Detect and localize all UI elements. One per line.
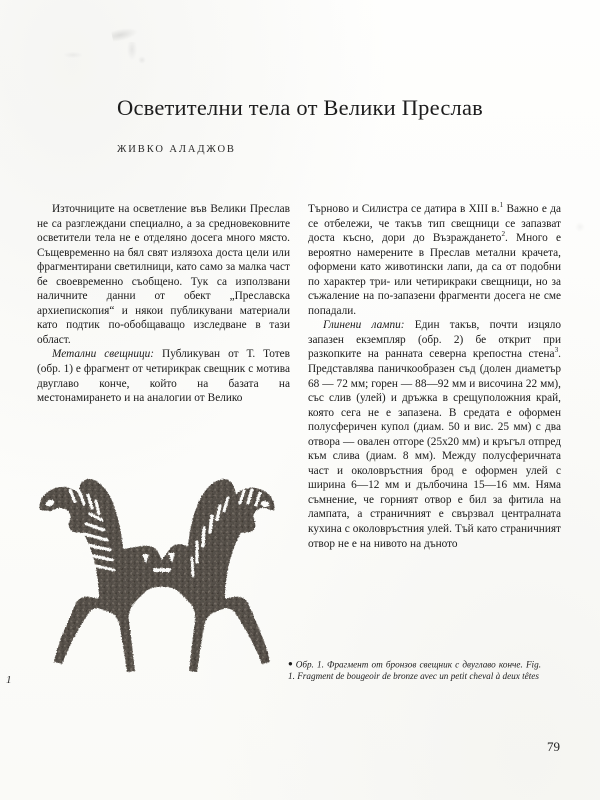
article-author: ЖИВКО АЛАДЖОВ [117,143,236,155]
figure-two-headed-horse-image [22,446,284,678]
paragraph-text-b: . Представлява паничкообразен съд (долен диаметър 68 — 72 мм; горен — 88—92 мм и височина 22 мм), със слив (улей) и дръжка в срещуположния край, която сега не е запазена. В средата е оформен полусферичен купол (диам. 50 и вис. 25 мм) с два отвора — овален отгоре (25x20 мм) и кръгъл отпред към слива (диам. 8 мм). Между полусферичната част и околовръстния брод е оформен улей с ширина 6—12 мм и дълбочина 15—16 мм. Няма съмнение, че горният отвор е бил за фитила на лампата, а страничният е свързвал централната кухина с околовръстния улей. Тъй като страничният отвор не е на нивото на дъното [308,348,561,550]
paragraph-text-b: Важно е да се отбележи, че такъв тип свещници се запазват доста късно, дори до Възраждането [308,203,561,245]
scan-artifact [127,42,137,60]
caption-bulgarian: Обр. 1. Фрагмент от бронзов свещник с двуглаво конче. [295,659,523,670]
footnote-marker-2[interactable]: 2 [501,230,506,239]
footnote-marker-3[interactable]: 3 [554,346,559,355]
paragraph-text-a: Един такъв, почти изцяло запазен екземпляр (обр. 2) бе открит при разкопките на ранната северна крепостна стена [308,319,561,361]
article-heading-block [0,96,600,155]
paragraph-text-a: Търново и Силистра се датира в XIII в. [308,203,500,215]
scan-artifact [575,222,585,232]
paragraph-metal-candlesticks [37,347,290,405]
footnote-marker-1[interactable]: 1 [499,201,504,210]
caption-bullet-icon: ● [288,659,294,668]
figure-margin-number: 1 [6,674,12,686]
paragraph-text: Публикуван от Т. Тотев (обр. 1) е фрагмент от четирикрак свещник с мотива двуглаво конче, който на базата на местонамирането и на аналогии от Велико [37,348,290,405]
scan-artifact [111,25,139,42]
run-in-heading-clay-lamps: Глинени лампи: [323,319,405,332]
paragraph-dating [308,202,561,318]
paragraph-sources [37,202,290,347]
page-folio-number: 79 [547,739,560,754]
column-right [308,202,561,551]
caption-french: Fig. 1. Fragment de bougeoir de bronze avec un petit cheval à deux têtes [288,659,541,682]
scan-artifact [64,52,82,58]
paragraph-text-c: . Много е вероятно намерените в Преслав метални крачета, оформени като животински лапи, да са от подобни по характер три- или четирикраки свещници, но за съжаление на по-запазени фрагменти досега не сме попадали. [308,232,561,317]
paragraph-clay-lamps [308,318,561,551]
paragraph-text: Източниците на осветление във Велики Преслав не са разглеждани специално, а за средновековните осветители тела не е отделяно досега много място. Същевременно на бял свят излязоха доста цели или фрагментирани светилници, като само за малка част бе своевременно съобщено. Тук са използвани наличните данни от обект „Преславска архиепископия“ и някои публикувани материали като подтик по-обобщаващо изследване в тази област. [37,203,290,346]
page-title: Осветителни тела от Велики Преслав [117,95,483,120]
run-in-heading-metal-candlesticks: Метални свещници: [52,348,155,361]
figure-caption [288,658,541,683]
scan-artifact [138,56,146,64]
